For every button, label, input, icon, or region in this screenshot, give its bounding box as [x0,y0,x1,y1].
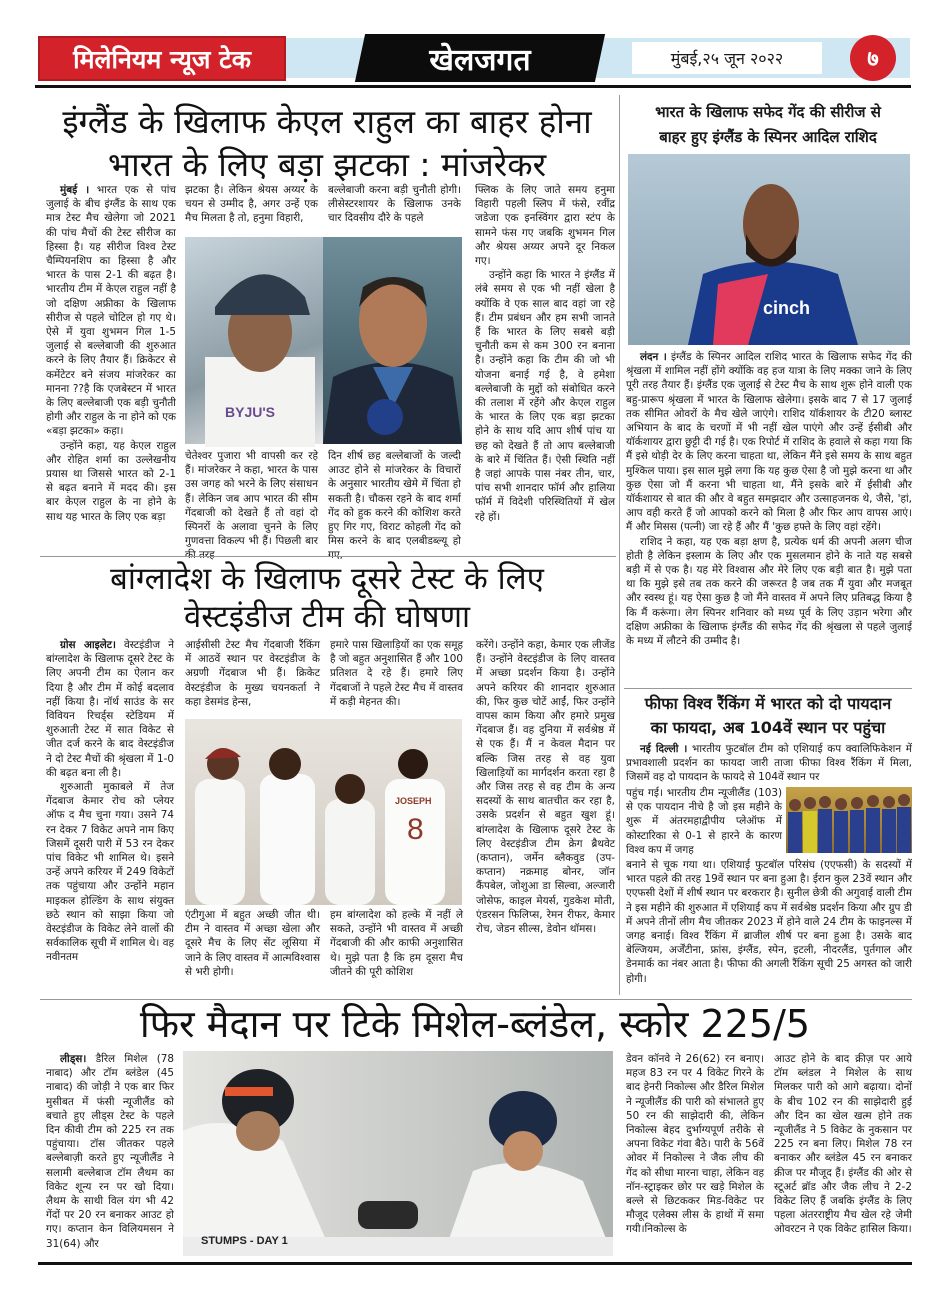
dateline: ग्रोस आइलेट। [60,639,116,651]
article2-col1 [46,638,174,998]
body-text: आउट होने के बाद क्रीज़ पर आये टॉम ब्लंडल ने मिशेल के साथ मिलकर पारी को आगे बढ़ाया। दोनों के बीच 102 रन की साझेदारी हुई और दिन का खेल खत्म होने तक न्यूजीलैंड ने 5 विकेट के नुकसान पर 225 रन बना लिए। मिशेल 78 रन बनाकर और ब्लंडेल 45 रन बनाकर क्रीज पर मौजूद हैं। इंग्लैंड की ओर से स्टूअर्ट ब्रॉड और जैक लीच ने 2-2 विकेट लिए हैं जबकि इंग्लैंड के लिए पहला अंतरराष्ट्रीय मैच खेल रहे जेमी ओवरटन ने एक विकेट हासिल किया। [774,1053,912,1236]
body-text: पहुंच गई। भारतीय टीम न्यूजीलैंड (103) से एक पायदान नीचे है जो इस महीने के शुरू में अंतरमहाद्वीपीय प्लेऑफ में कोस्टारिका से 0-1 से हारने के कारण विश्व कप में जगह [626,787,782,856]
sidebar-body [626,350,912,682]
article3-col4 [774,1052,912,1262]
headline-line: का फायदा, अब 104वें स्थान पर पहुंचा [650,718,886,737]
body-text: डैरिल मिशेल (78 नाबाद) और टॉम ब्लंडेल (45 नाबाद) की जोड़ी ने एक बार फिर मुसीबत में फंसी न्यूजीलैंड को बचाते हुए लीड्स टेस्ट के पहले दिन कीवी टीम को 225 रन तक पहुंचाया। टॉस जीतकर पहले बल्लेबाज़ी करते हुए न्यूजीलैंड ने सलामी बल्लेबाज टॉम लैथम का विकेट शून्य रन पर खो दिया। लैथम के साथी विल यंग भी 42 गेंदों पर 20 रन बनाकर आउट हो गए। कप्तान केन विलियमसन ने 31(64) और [46,1053,174,1250]
article3-col3 [626,1052,764,1262]
photo-caption: STUMPS - DAY 1 [201,1235,288,1247]
fifa-body-wrap [626,786,782,858]
headline-line: बांग्लादेश के खिलाफ दूसरे टेस्ट के लिए [110,561,544,597]
body-text: भारत एक से पांच जुलाई के बीच इंग्लैंड के साथ एक मात्र टेस्ट मैच खेलेगा जो 2021 की पांच मैचों की टेस्ट सीरीज का हिस्सा है। यह सीरीज विश्व टेस्ट चैम्पियनशिप का हिस्सा है और भारत के पास 2-1 की बढ़त है। भारतीय टीम में केएल राहुल नहीं है जो दक्षिण अफ्रीका के खिलाफ सीरीज से पहले चोटिल हो गए थे। ऐसे में युवा शुभमन गिल 1-5 जुलाई से बल्लेबाजी की शुरुआत करने के लिए तैयार हैं। क्रिकेटर से कमेंटेटर बने संजय मांजरेकर का मानना ??है कि एजबेस्टन में भारत के लिए बल्लेबाजी एक बड़ी चुनौती होगी और राहुल के ना होने को एक «बड़ा झटका» कहा। [46,184,176,438]
headline-line: भारत के खिलाफ सफेद गेंद की सीरीज से [655,103,881,121]
body-text: दिन शीर्ष छह बल्लेबाजों के जल्दी आउट होने से मांजरेकर के विचारों के अनुसार भारतीय खेमे में चिंता हो सकती है। चौकस रहने के बाद शर्मा गेंद को हुक करने की कोशिश करते हुए गिर गए, विराट कोहली गेंद को मिस करने के बाद एलबीडब्ल्यू हो [328,450,461,548]
article1-col3-top [328,183,461,231]
body-text: हमारे पास खिलाड़ियों का एक समूह है जो बहुत अनुशासित हैं और 100 प्रतिशत दे रहे हैं। हमारे लिए गेंदबाजों ने पहले टेस्ट मैच में वास्तव में कड़ी मेहनत की। [330,639,463,708]
section-title: खेलजगत [429,42,531,78]
svg-text:BYJU'S: BYJU'S [225,404,276,420]
footer-rule [38,1262,912,1265]
body-text: फ्लिक के लिए जाते समय हनुमा विहारी पहली स्लिप में फंसे, रवींद्र जडेजा एक इनस्विंगर द्वारा स्टंप के सामने फंस गए जबकि शुभमन गिल और श्रेयस अय्यर अपने दूर निकल गए। [475,184,615,268]
article1-col1 [46,183,176,553]
edition-date: मुंबई,२५ जून २०२२ [632,42,822,74]
article2-headline [38,560,616,636]
article2-col4 [476,638,615,998]
svg-text:8: 8 [407,813,424,846]
headline-line: फीफा विश्व रैंकिंग में भारत को दो पायदान [644,694,892,713]
body-text: शुरुआती मुकाबले में तेज गेंदबाज केमार रोच को प्लेयर ऑफ द मैच चुना गया। उसने 74 रन देकर 7 विकेट अपने नाम किए जिसमें दूसरी पारी में 53 रन देकर पांच विकेट भी शामिल थे। इसने उन्हें अपने करियर में 249 विकेटों तक पहुंचाया और उन्होंने महान माइकल होल्डिंग के साथ संयुक्त छठे स्थान को साझा किया जो वेस्टइंडीज के विकेट लेने वालों की सर्वकालिक सूची में शामिल थे। वह नवीनतम [46,781,174,964]
body-text: उन्होंने कहा, यह केएल राहुल और रोहित शर्मा का उल्लेखनीय प्रयास था जिससे भारत को 2-1 से बढ़त बनाने में मदद की। इस बार केएल राहुल के ना होने के साथ यह भारत के लिए एक बड़ा [46,439,176,523]
mitchell-blundell-photo [183,1051,613,1256]
article3-col1 [46,1052,174,1262]
article1-col2-top [185,183,318,231]
body-text: उन्होंने कहा कि भारत ने इंग्लैंड में लंबे समय से एक भी नहीं खेला है क्योंकि वे एक साल बाद वहां जा रहे हैं। टीम प्रबंधन और हम सभी जानते हैं कि भारत के लिए सबसे बड़ी चुनौती कम से कम 300 रन बनाना है। उन्होंने कहा कि टीम की जो भी योजना बनाई गई है, वे हमेशा बल्लेबाजी के मुद्दों को संबोधित करने की तलाश में रहेंगे और केएल राहुल के भारत के लिए एक बड़ा झटका होने के साथ यदि आप शीर्ष पांच या छह को देखते हैं तो आप बल्लेबाजी के बारे में चिंतित हैं। ऐसी स्थिति नहीं है जहां आपके पास नंबर तीन, चार, पांच सभी शानदार फॉर्म और हालिया फॉर्म में विदेशी परिस्थितियों में खेल रहे हों। [475,269,615,523]
fifa-headline [624,692,912,740]
west-indies-players-photo [185,719,462,905]
article2-col3-bottom [330,908,463,998]
body-text: एंटीगुआ में बहुत अच्छी जीत थी। टीम ने वास्तव में अच्छा खेला और दूसरे मैच के लिए सेंट लूसिया में जाने के लिए वास्तव में आत्मविश्वास से भरी होगी। [185,909,320,978]
body-text: राशिद ने कहा, यह एक बड़ा क्षण है, प्रत्येक धर्म की अपनी अलग चीज होती है लेकिन इस्लाम के लिए और एक मुसलमान होने के नाते यह सबसे बड़ी में से एक है। यह मेरे विश्वास और मेरे लिए एक बड़ी बात है। मुझे पता था कि मुझे इसे तब तक करने की जरूरत है जब तक मैं युवा और मजबूत और स्वस्थ हूं। यह ऐसा कुछ है जो मैंने वास्तव में अपने लिए प्रतिबद्ध किया है कि मैं करूंगा। लेग स्पिनर शनिवार को मध्य पूर्व के लिए उड़ान भरेगा और दक्षिण अफ्रीका के खिलाफ इंग्लैंड की सफेद गेंद की श्रृंखला से पहले जुलाई के मध्य में लौटने की उम्मीद है। [626,535,912,648]
section-divider [624,688,912,689]
fifa-body-bottom [626,858,912,998]
body-text: झटका है। लेकिन श्रेयस अय्यर के चयन से उम्मीद है, अगर उन्हें एक मैच मिलता है तो, हनुमा विहारी, [185,184,318,225]
body-text: डेवन कॉनवे ने 26(62) रन बनाए। महज 83 रन पर 4 विकेट गिरने के बाद हेनरी निकोल्स और डैरिल मिशेल ने न्यूजीलैंड की पारी को संभालते हुए 50 रन की साझेदारी की, लेकिन निकोल्स बेहद दुर्भाग्यपूर्ण तरीके से अपना विकेट गंवा बैठे। पारी के 56वें ओवर में निकोल्स ने जैक लीच की गेंद को सीधा मारना चाहा, लेकिन वह नॉन-स्ट्राइकर छोर पर खड़े मिशेल के बल्ले से छिटककर मिड-विकेट पर मौजूद एलेक्स लीस के हाथों में समा गयी।निकोल्स के [626,1053,764,1236]
body-text: करेंगे। उन्होंने कहा, केमार एक लीजेंड हैं। उन्होंने वेस्टइंडीज के लिए वास्तव में अच्छा प्रदर्शन किया है। उन्होंने अपने करियर की शानदार शुरुआत की, फिर कुछ चोटें आईं, फिर उन्होंने वापस काम किया और हमारे प्रमुख गेंदबाज हैं। वह दुनिया में सर्वश्रेष्ठ में से एक हैं। मैं न केवल मैदान पर बल्कि जिस तरह से वह युवा खिलाड़ियों का मार्गदर्शन करता रहा है और जिस तरह से वह टीम के अन्य सदस्यों के साथ बातचीत कर रहा है, उसके प्रदर्शन से बहुत खुश हूं। बांग्लादेश के खिलाफ दूसरे टेस्ट के लिए वेस्टइंडीज टीम क्रेग ब्रैथवेट (कप्तान), जर्मेन ब्लैकवुड (उप-कप्तान) नक्रमाह बोनर, जॉन कैंपबेल, जोशुआ डा सिल्वा, अल्जारी जोसेफ, काइल मेयर्स, गुडकेश मोती, एंडरसन फिलिप्स, रेमन रीफर, केमार रोच, जेडन सील्स, डेवोन थॉमस। [476,639,615,936]
sanjay-manjrekar-photo [323,237,462,444]
dateline: नई दिल्ली । [640,743,688,755]
article1-col3-bottom [328,449,461,553]
section-divider [40,556,616,557]
article2-col3-top [330,638,463,714]
body-text: भारतीय फुटबॉल टीम को एशियाई कप क्वालिफिकेशन में प्रभावशाली प्रदर्शन का फायदा जारी ताजा फीफा विश्व रैंकिंग में मिला, जिसमें वह दो पायदान के फायदे से 104वें स्थान पर [626,743,912,784]
body-text: वेस्टइंडीज ने बांग्लादेश के खिलाफ दूसरे टेस्ट के लिए अपनी टीम का ऐलान कर दिया है और टीम में कोई बदलाव नहीं किया है। नॉर्थ साउंड के सर विवियन रिचर्ड्स स्टेडियम में शुरुआती टेस्ट में सात विकेट से जीत दर्ज करने के बाद वेस्टइंडीज ने दो टेस्ट मैचों की श्रृंखला में 1-0 की बढ़त बना ली है। [46,639,174,779]
article1-col2-bottom [185,449,318,553]
body-text: हम बांग्लादेश को हल्के में नहीं ले सकते, उन्होंने भी वास्तव में अच्छी गेंदबाजी की और काफी अनुशासित थे। मुझे पता है कि हम दूसरा मैच जीतने की पूरी कोशिश [330,909,463,978]
dateline: लीड्स। [60,1053,87,1065]
article1-col4 [475,183,615,553]
column-divider [619,95,620,995]
header-divider [35,85,911,88]
headline-line: बाहर हुए इंग्लैंड के स्पिनर आदिल राशिद [659,128,877,146]
body-text: इंग्लैंड के स्पिनर आदिल राशिद भारत के खिलाफ सफेद गेंद की श्रृंखला में शामिल नहीं होंगे क्योंकि वह हज यात्रा के लिए मक्का जाने के लिए पूरी तरह तैयार हैं। इंग्लैंड एक जुलाई से टेस्ट मैच के साथ शुरू होने वाली एक बहु-प्रारूप श्रृंखला में भारत के खिलाफ खेलेगा। इसके बाद 7 से 17 जुलाई तक सीमित ओवरों के मैच खेले जाएंगे। राशिद यॉर्कशायर के टी20 ब्लास्ट अभियान के बाद के चरणों में भी नहीं खेल पाएंगे और उन्हें ईसीबी और यॉर्कशायर द्वारा छुट्टी दी गई है। एक रिपोर्ट में राशिद के हवाले से कहा गया कि मैं इसे थोड़ी देर के लिए करना चाहता था, लेकिन मैंने इसे समय के साथ बहुत मुश्किल पाया। इस साल मुझे लगा कि यह कुछ ऐसा है जो मुझे करना था और कुछ ऐसा जो मैं करना भी चाहता था, मैंने इसके बारे में ईसीबी और यॉर्कशायर से बात की और वे बहुत समझदार और उत्साहजनक थे, जैसे, 'हां, आप वही करते हैं जो आपको करने को मिला है और फिर आप वापस आएं। मैं और मिसस (पत्नी) जा रहे हैं और मैं 'कुछ हफ्ते के लिए वहां रहेंगे। [626,351,912,534]
headline-line: भारत के लिए बड़ा झटका : मांजरेकर [107,145,547,184]
newspaper-brand: मिलेनियम न्यूज टेक [38,36,286,81]
headline-line: वेस्टइंडीज टीम की घोषणा [183,599,471,635]
kl-rahul-photo [185,237,323,444]
svg-text:JOSEPH: JOSEPH [395,796,432,806]
fifa-body-top [626,742,912,786]
article2-col2-top [185,638,320,714]
article2-col2-bottom [185,908,320,998]
dateline: मुंबई । [60,184,90,196]
sidebar-headline [624,100,912,150]
body-text: चेतेश्वर पुजारा भी वापसी कर रहे हैं। मांजरेकर ने कहा, भारत के पास उस जगह को भरने के लिए संसाधन हैं। लेकिन जब आप भारत की सीम गेंदबाजी को देखते हैं तो वहां दो स्पिनरों के अलावा चुनने के लिए गुणवत्ता विकल्प भी हैं। पिछली बार [185,450,318,548]
page-number: ७ [850,35,896,81]
dateline: लंदन । [640,351,667,363]
adil-rashid-photo [628,154,910,345]
headline-line: इंग्लैंड के खिलाफ केएल राहुल का बाहर होना [62,102,592,141]
svg-text:cinch: cinch [763,298,811,318]
article1-headline [38,100,616,186]
body-text: बल्लेबाजी करना बड़ी चुनौती होगी। लीसेस्टरशायर के खिलाफ उनके चार दिवसीय दौरे के पहले [328,184,461,225]
body-text: बनाने से चूक गया था। एशियाई फुटबॉल परिसंघ (एएफसी) के सदस्यों में भारत पहले की तरह 19वें स्थान पर बना हुआ है। ईरान कुल 23वें स्थान और एएफसी देशों में शीर्ष स्थान पर बरकरार है। सुनील छेत्री की अगुवाई वाली टीम ने इस महीने की शुरुआत में एशियाई कप में सर्वश्रेष्ठ प्रदर्शन किया और ग्रुप डी में अपने तीनों लीग मैच जीतकर 2023 में होने वाले 24 टीम के फाइनल्स में जगह बनाई। विश्व रैंकिंग में ब्राजील शीर्ष पर बना हुआ है। उसके बाद बेल्जियम, अर्जेंटीना, फ्रांस, इंग्लैंड, स्पेन, इटली, नीदरलैंड, पुर्तगाल और डेनमार्क का नंबर आता है। फीफा की अगली रैंकिंग सूची 25 अगस्त को जारी होगी। [626,859,912,985]
indian-football-team-photo [786,787,912,853]
body-text: आईसीसी टेस्ट मैच गेंदबाजी रैंकिंग में आठवें स्थान पर वेस्टइंडीज के अग्रणी गेंदबाज भी हैं। क्रिकेट वेस्टइंडीज के मुख्य चयनकर्ता ने कहा डेसमंड हेन्स, [185,639,320,708]
article3-headline: फिर मैदान पर टिके मिशेल-ब्लंडेल, स्कोर 225/5 [139,1002,811,1046]
